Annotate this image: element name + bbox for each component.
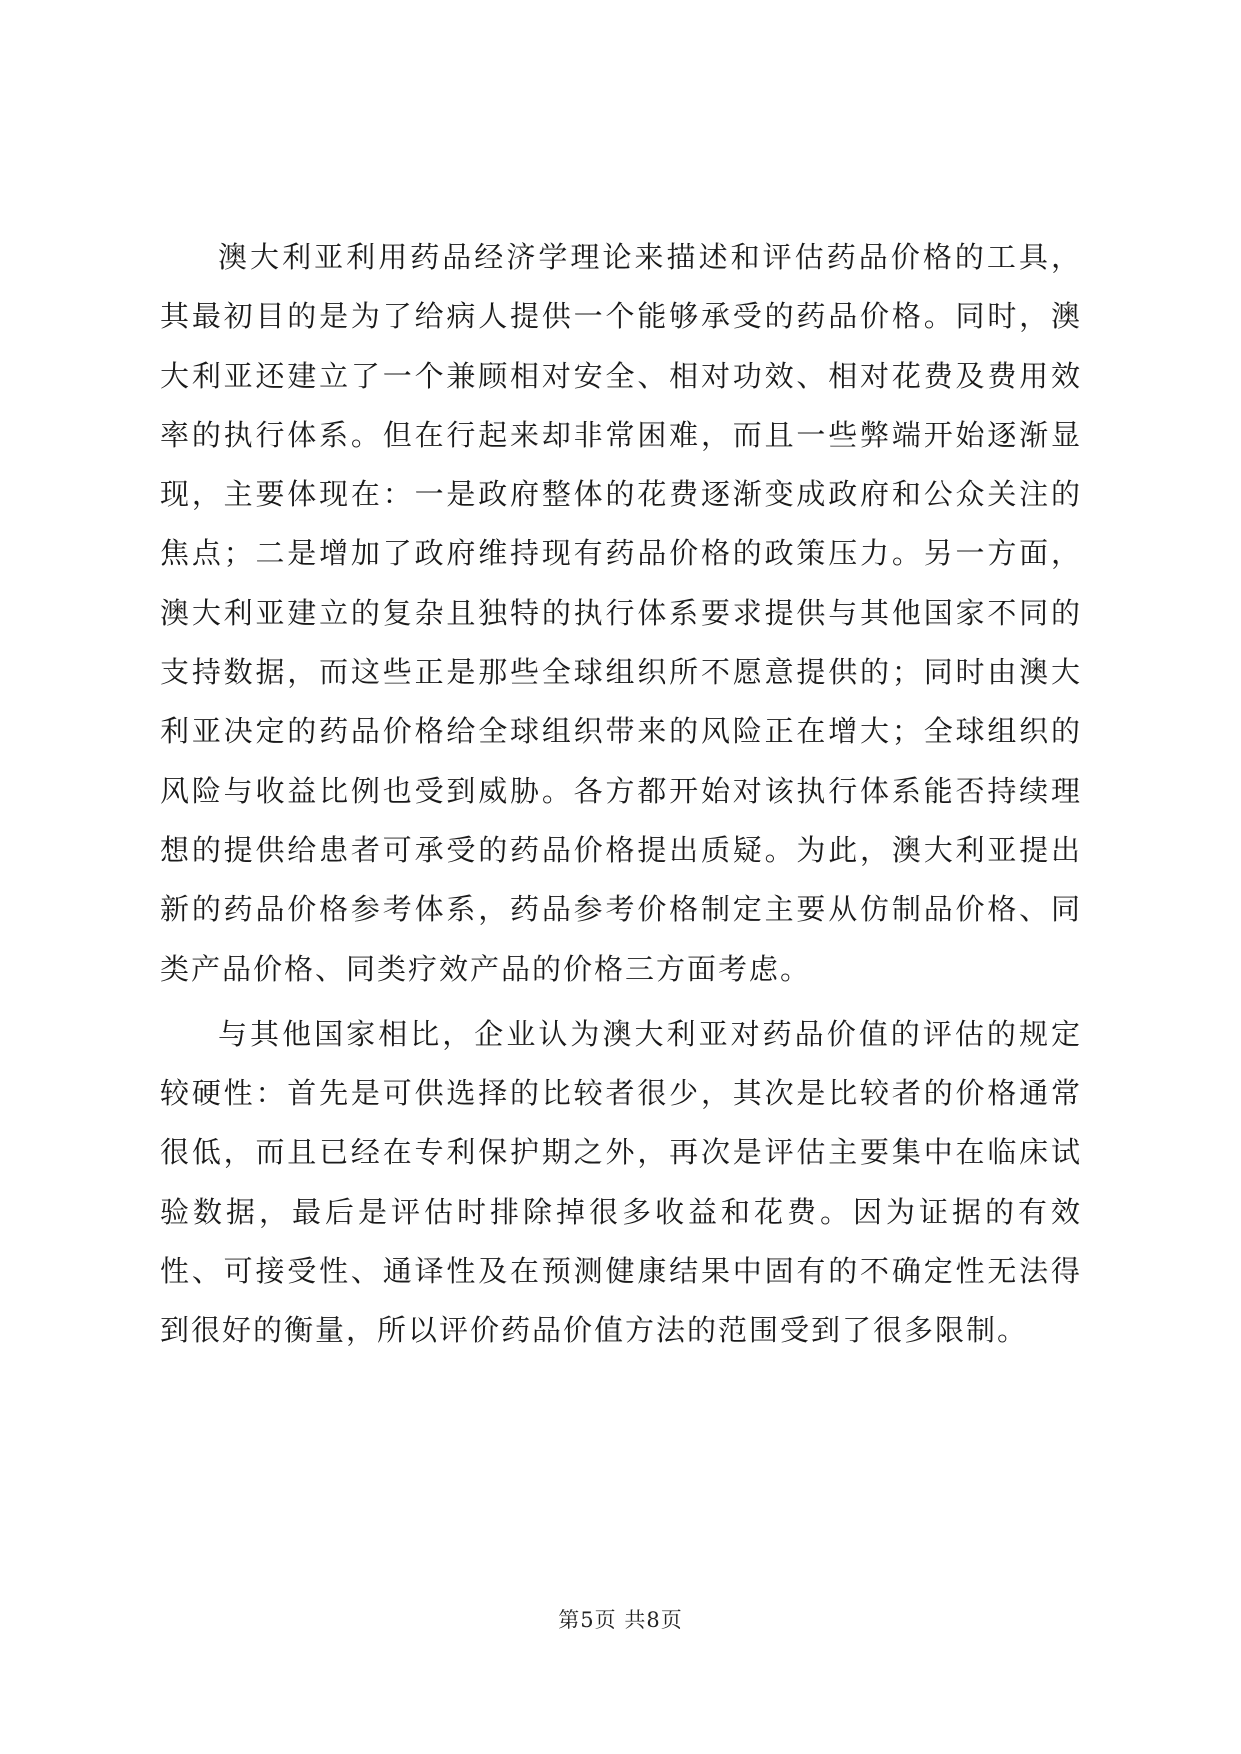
page-number-footer: 第5页 共8页 bbox=[558, 1608, 683, 1632]
document-body bbox=[160, 228, 1082, 1367]
body-paragraph-1: 澳大利亚利用药品经济学理论来描述和评估药品价格的工具，其最初目的是为了给病人提供一个能够承受的药品价格。同时，澳大利亚还建立了一个兼顾相对安全、相对功效、相对花费及费用效率的执行体系。但在行起来却非常困难，而且一些弊端开始逐渐显现，主要体现在：一是政府整体的花费逐渐变成政府和公众关注的焦点；二是增加了政府维持现有药品价格的政策压力。另一方面，澳大利亚建立的复杂且独特的执行体系要求提供与其他国家不同的支持数据，而这些正是那些全球组织所不愿意提供的；同时由澳大利亚决定的药品价格给全球组织带来的风险正在增大；全球组织的风险与收益比例也受到威胁。各方都开始对该执行体系能否持续理想的提供给患者可承受的药品价格提出质疑。为此，澳大利亚提出新的药品价格参考体系，药品参考价格制定主要从仿制品价格、同类产品价格、同类疗效产品的价格三方面考虑。 bbox=[160, 240, 1082, 986]
body-paragraph-2: 与其他国家相比，企业认为澳大利亚对药品价值的评估的规定较硬性：首先是可供选择的比较者很少，其次是比较者的价格通常很低，而且已经在专利保护期之外，再次是评估主要集中在临床试验数据，最后是评估时排除掉很多收益和花费。因为证据的有效性、可接受性、通译性及在预测健康结果中固有的不确定性无法得到很好的衡量，所以评价药品价值方法的范围受到了很多限制。 bbox=[160, 1016, 1082, 1348]
